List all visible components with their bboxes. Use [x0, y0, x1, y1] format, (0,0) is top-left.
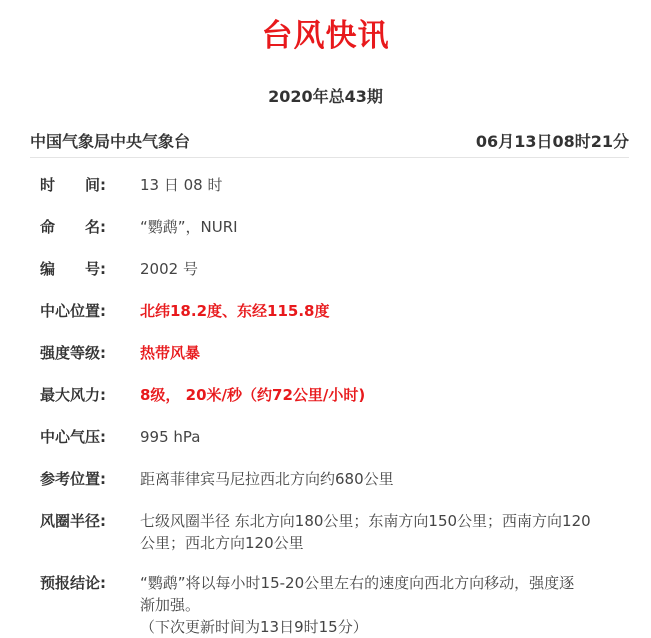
field-value-reference-position: 距离菲律宾马尼拉西北方向约680公里: [140, 470, 394, 488]
field-label-wind-radius: 风圈半径:: [40, 512, 106, 530]
field-value-name: “鹦鹉”，NURI: [140, 218, 238, 236]
field-value-pressure: 995 hPa: [140, 428, 201, 446]
field-value-max-wind: 8级， 20米/秒（约72公里/小时): [140, 386, 366, 404]
forecast-line-3: （下次更新时间为13日9时15分）: [140, 618, 368, 636]
issuer-name: 中国气象局中央气象台: [30, 132, 191, 151]
field-label-center-position: 中心位置:: [40, 302, 106, 320]
field-value-center-position: 北纬18.2度、东经115.8度: [140, 302, 330, 320]
field-label-max-wind: 最大风力:: [40, 386, 106, 404]
wind-radius-line-2: 公里；西北方向120公里: [140, 534, 304, 552]
forecast-line-1: “鹦鹉”将以每小时15-20公里左右的速度向西北方向移动，强度逐: [140, 574, 575, 592]
field-label-forecast: 预报结论:: [40, 574, 106, 592]
field-label-name: 命 名:: [40, 218, 107, 236]
wind-radius-line-1: 七级风圈半径 东北方向180公里；东南方向150公里；西南方向120: [140, 512, 591, 530]
header-divider: [30, 157, 629, 158]
field-label-number: 编 号:: [40, 260, 107, 278]
field-value-time: 13 日 08 时: [140, 176, 223, 194]
field-label-time: 时 间:: [40, 176, 107, 194]
field-label-reference-position: 参考位置:: [40, 470, 106, 488]
page-title: 台风快讯: [261, 18, 390, 54]
field-value-intensity: 热带风暴: [140, 344, 201, 362]
field-label-pressure: 中心气压:: [40, 428, 106, 446]
field-value-number: 2002 号: [140, 260, 198, 278]
publish-time: 06月13日08时21分: [475, 132, 629, 151]
issue-number: 2020年总43期: [268, 87, 383, 106]
field-label-intensity: 强度等级:: [40, 344, 106, 362]
field-value-wind-radius: [140, 510, 620, 554]
forecast-line-2: 渐加强。: [140, 596, 201, 614]
field-value-forecast: [140, 572, 620, 638]
